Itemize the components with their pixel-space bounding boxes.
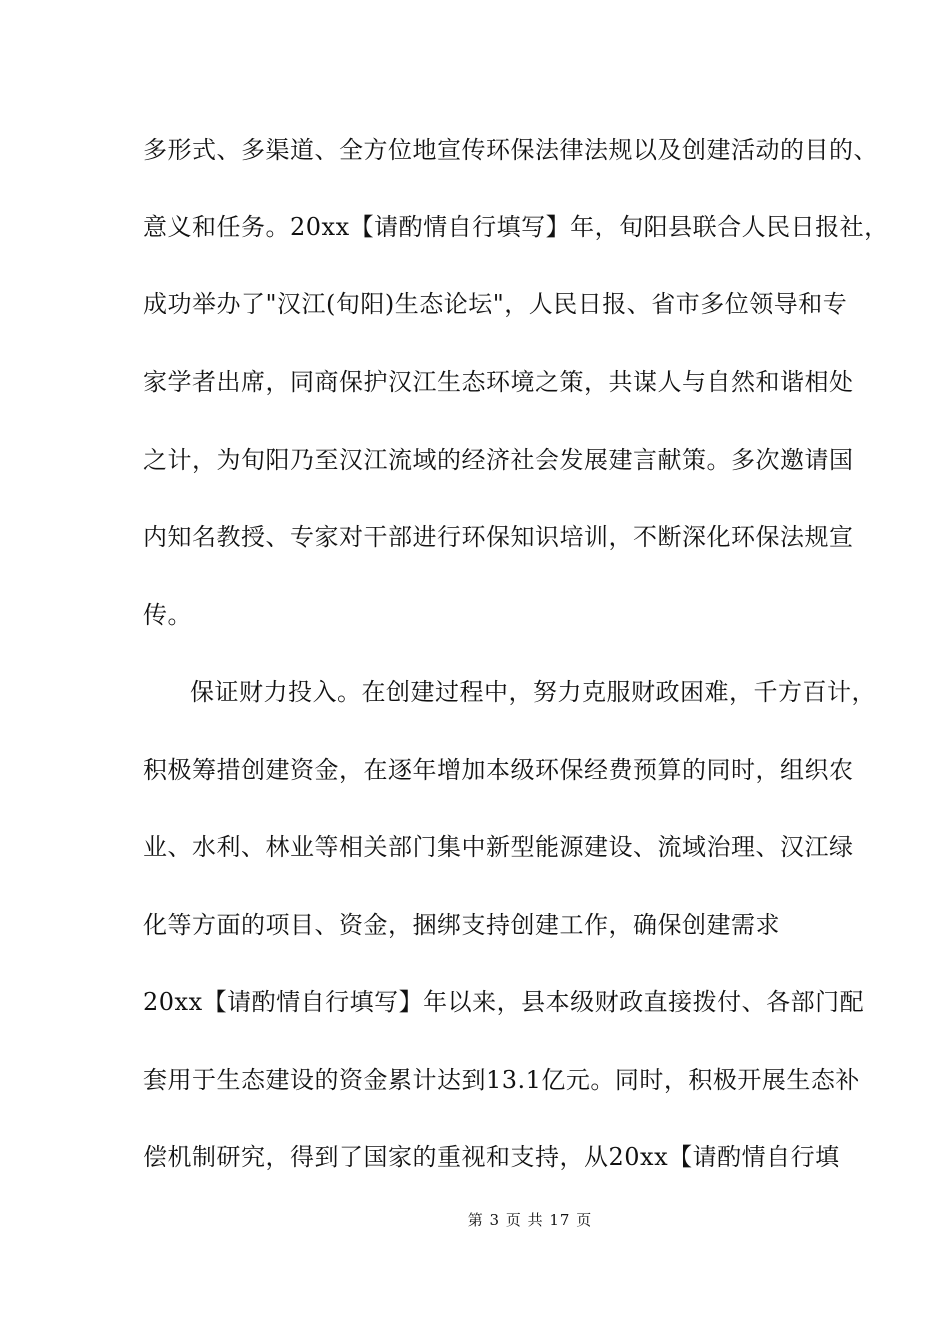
body-text-line: 积极筹措创建资金，在逐年增加本级环保经费预算的同时，组织农 [143, 756, 854, 784]
body-text-line: 业、水利、林业等相关部门集中新型能源建设、流域治理、汉江绿 [143, 833, 854, 861]
body-text-line: 意义和任务。20xx【请酌情自行填写】年，旬阳县联合人民日报社， [143, 213, 889, 241]
page-number-footer: 第 3 页 共 17 页 [467, 1211, 593, 1229]
body-text-line: 之计，为旬阳乃至汉江流域的经济社会发展建言献策。多次邀请国 [143, 446, 854, 474]
body-text-line: 多形式、多渠道、全方位地宣传环保法律法规以及创建活动的目的、 [143, 136, 878, 164]
body-text-line: 传。 [143, 601, 192, 629]
paragraph-first-line: 保证财力投入。在创建过程中，努力克服财政困难，千方百计， [190, 678, 876, 706]
body-text-line: 内知名教授、专家对干部进行环保知识培训，不断深化环保法规宣 [143, 523, 854, 551]
body-text-line: 成功举办了"汉江(旬阳)生态论坛"，人民日报、省市多位领导和专 [143, 290, 848, 318]
body-text-line: 20xx【请酌情自行填写】年以来，县本级财政直接拨付、各部门配 [143, 988, 865, 1016]
body-text-line: 偿机制研究，得到了国家的重视和支持，从20xx【请酌情自行填 [143, 1143, 840, 1171]
body-text-line: 家学者出席，同商保护汉江生态环境之策，共谋人与自然和谐相处 [143, 368, 854, 396]
body-text-line: 套用于生态建设的资金累计达到13.1亿元。同时，积极开展生态补 [143, 1066, 860, 1094]
body-text-line: 化等方面的项目、资金，捆绑支持创建工作，确保创建需求 [143, 911, 780, 939]
